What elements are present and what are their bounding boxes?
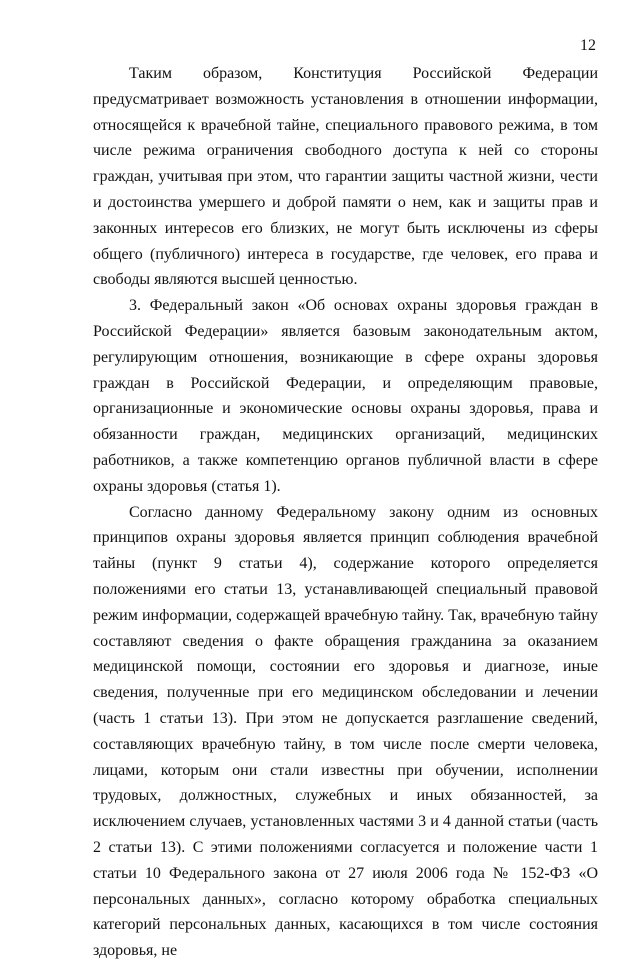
page-number: 12 — [580, 37, 596, 54]
paragraph-medical-secrecy: Согласно данному Федеральному закону одним из основных принципов охраны здоровья является принцип соблюдения врачебной тайны (пункт 9 статьи 4), содержание которого определяется положениями его статьи 13, устанавливающей специальный правовой режим информации, содержащей врачебную тайну. Так, врачебную тайну составляют сведения о факте обращения гражданина за оказанием медицинской помощи, состоянии его здоровья и диагнозе, иные сведения, полученные при его медицинском обследовании и лечении (часть 1 статьи 13). При этом не допускается разглашение сведений, составляющих врачебную тайну, в том числе после смерти человека, лицами, которым они стали известны при обучении, исполнении трудовых, должностных, служебных и иных обязанностей, за исключением случаев, установленных частями 3 и 4 данной статьи (часть 2 статьи 13). С этими положениями согласуется и положение части 1 статьи 10 Федерального закона от 27 июля 2006 года № 152-ФЗ «О персональных данных», согласно которому обработка специальных категорий персональных данных, касающихся в том числе состояния здоровья, не — [93, 503, 598, 960]
document-body — [93, 61, 598, 964]
paragraph-federal-law: 3. Федеральный закон «Об основах охраны здоровья граждан в Российской Федерации» является базовым законодательным актом, регулирующим отношения, возникающие в сфере охраны здоровья граждан в Российской Федерации, и определяющим правовые, организационные и экономические основы охраны здоровья, права и обязанности граждан, медицинских организаций, медицинских работников, а также компетенцию органов публичной власти в сфере охраны здоровья (статья 1). — [93, 297, 598, 495]
paragraph-constitution: Таким образом, Конституция Российской Федерации предусматривает возможность установления в отношении информации, относящейся к врачебной тайне, специального правового режима, в том числе режима ограничения свободного доступа к ней со стороны граждан, учитывая при этом, что гарантии защиты частной жизни, чести и достоинства умершего и доброй памяти о нем, как и защиты прав и законных интересов его близких, не могут быть исключены из сферы общего (публичного) интереса в государстве, где человек, его права и свободы являются высшей ценностью. — [93, 65, 598, 289]
